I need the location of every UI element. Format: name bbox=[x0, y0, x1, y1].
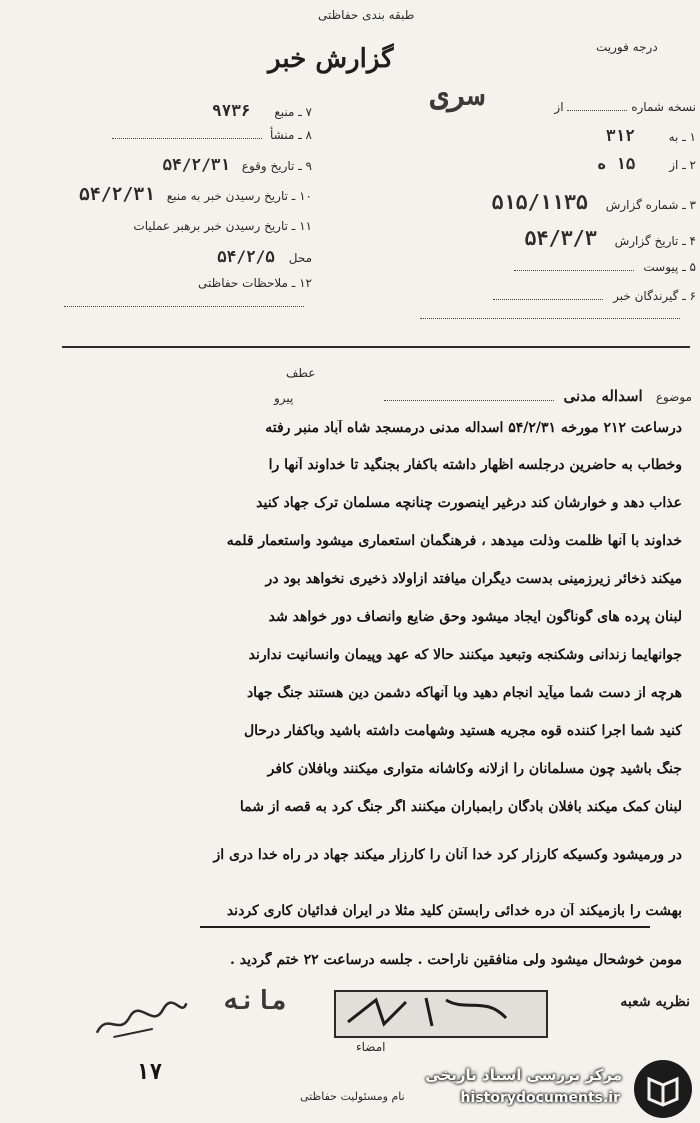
signature-label: امضاء bbox=[356, 1040, 386, 1054]
stamp-box bbox=[334, 990, 548, 1038]
form-title: گزارش خبر bbox=[268, 44, 394, 74]
subject-line bbox=[292, 386, 692, 405]
notes-line bbox=[64, 306, 304, 307]
body-line-11: لبنان کمک میکند بافلان بادگان رابمباران میکنند اگر جنگ کرد به قصه از شما bbox=[239, 799, 682, 815]
field-occurrence-date: ۹ ـ تاریخ وقوع ۵۴/۲/۳۱ bbox=[162, 155, 312, 174]
body-line-3: عذاب دهد و خوارشان کند درغیر اینصورت چنانچه مسلمان ترک جهاد کنید bbox=[256, 495, 682, 511]
opinion-label: نظریه شعبه bbox=[620, 994, 690, 1010]
routing-reference: عطف bbox=[286, 366, 316, 380]
body-line-13: بهشت را بازمیکند آن دره خدائی رابستن کلید مثلا در ایران فدائیان کاری کردند bbox=[226, 903, 682, 919]
handwritten-classification-footer: مانه bbox=[224, 986, 287, 1016]
field-recipients: ۶ ـ گیرندگان خبر bbox=[416, 289, 696, 303]
body-line-5: میکند ذخائر زیرزمینی بدست دیگران میافتد ازاولاد ذخیری نخواهد بود در bbox=[265, 571, 682, 587]
body-line-10: جنگ باشید چون مسلمانان را ازلانه وکاشانه متواری میکنند وبافلان کافر bbox=[267, 761, 682, 777]
archive-logo bbox=[634, 1060, 692, 1118]
routing-followup: پیرو bbox=[274, 391, 294, 405]
field-to: ۱ ـ به ۳۱۲ bbox=[605, 126, 696, 145]
underline-mark bbox=[200, 926, 650, 928]
field-report-number: ۳ ـ شماره گزارش ۵۱۵/۱۱۳۵ bbox=[491, 190, 696, 214]
field-security-notes: ۱۲ ـ ملاحظات حفاظتی bbox=[198, 276, 312, 290]
body-line-14: مومن خوشحال میشود ولی منافقین ناراحت . جلسه درساعت ۲۲ ختم گردید . bbox=[230, 952, 682, 968]
body-line-4: خداوند با آنها ظلمت وذلت میدهد ، فرهنگمان استعماری میشود واستعمار قلمه bbox=[226, 533, 682, 549]
body-line-1: درساعت ۲۱۲ مورخه ۵۴/۲/۳۱ اسداله مدنی درمسجد شاه آباد منبر رفته bbox=[265, 420, 682, 436]
field-from: ۲ ـ از ۱۵ ه bbox=[596, 154, 696, 173]
classification-label: طبقه بندی حفاظتی bbox=[318, 8, 415, 22]
field-received-date: ۱۰ ـ تاریخ رسیدن خبر به منبع ۵۴/۲/۳۱ bbox=[79, 184, 312, 205]
field-copy-number: نسخه شماره از bbox=[554, 100, 696, 114]
field-source: ۷ ـ منبع ۹۷۳۶ bbox=[211, 101, 312, 120]
body-line-12: در ورمیشود وکسیکه کارزار کرد خدا آنان را کارزار میکند جهاد در راه خدا دری از bbox=[213, 847, 682, 863]
body-line-9: کنید شما اجرا کننده قوه مجریه هستید وشهامت داشته باشید وباکفار درحال bbox=[243, 723, 682, 739]
watermark-org-name: مرکز بررسی اسناد تاریخی bbox=[425, 1066, 622, 1084]
recipients-line bbox=[420, 318, 680, 319]
field-leader-received-date: ۱۱ ـ تاریخ رسیدن خبر برهبر عملیات bbox=[133, 219, 312, 233]
field-location: محل ۵۴/۲/۵ bbox=[217, 247, 312, 266]
stamp-scribble bbox=[336, 992, 542, 1032]
field-origin: ۸ ـ منشأ bbox=[62, 128, 312, 142]
handwritten-signature bbox=[90, 995, 194, 1048]
subject-value: اسداله مدنی bbox=[563, 387, 643, 405]
body-line-6: لبنان پرده های گوناگون ایجاد میشود وحق ضایع وانصاف دور خواهد شد bbox=[268, 609, 682, 625]
subject-label: موضوع bbox=[655, 390, 692, 404]
body-line-8: هرچه از دست شما میآید انجام دهید وبا آنهاکه دشمن دین هستند جنگ جهاد bbox=[246, 685, 682, 701]
watermark-website: historydocuments.ir bbox=[460, 1090, 620, 1106]
body-line-2: وخطاب به حاضرین درجلسه اظهار داشته باکفار بجنگید تا خداوند آنها را bbox=[268, 457, 682, 473]
handwritten-number: ۱۷ bbox=[136, 1060, 163, 1085]
stamp-label: نام ومسئولیت حفاظتی bbox=[300, 1090, 405, 1103]
field-attachment: ۵ ـ پیوست bbox=[416, 260, 696, 274]
body-line-7: جوانهایما زندانی وشکنجه وتبعید میکنند حالا که عهد وپیمان وانسانیت ندارند bbox=[248, 647, 682, 663]
field-report-date: ۴ ـ تاریخ گزارش ۵۴/۳/۳ bbox=[524, 226, 696, 250]
priority-label: درجه فوریت bbox=[596, 40, 658, 54]
header-divider bbox=[62, 346, 690, 348]
handwritten-classification: سری bbox=[430, 78, 485, 113]
book-icon bbox=[643, 1069, 683, 1109]
